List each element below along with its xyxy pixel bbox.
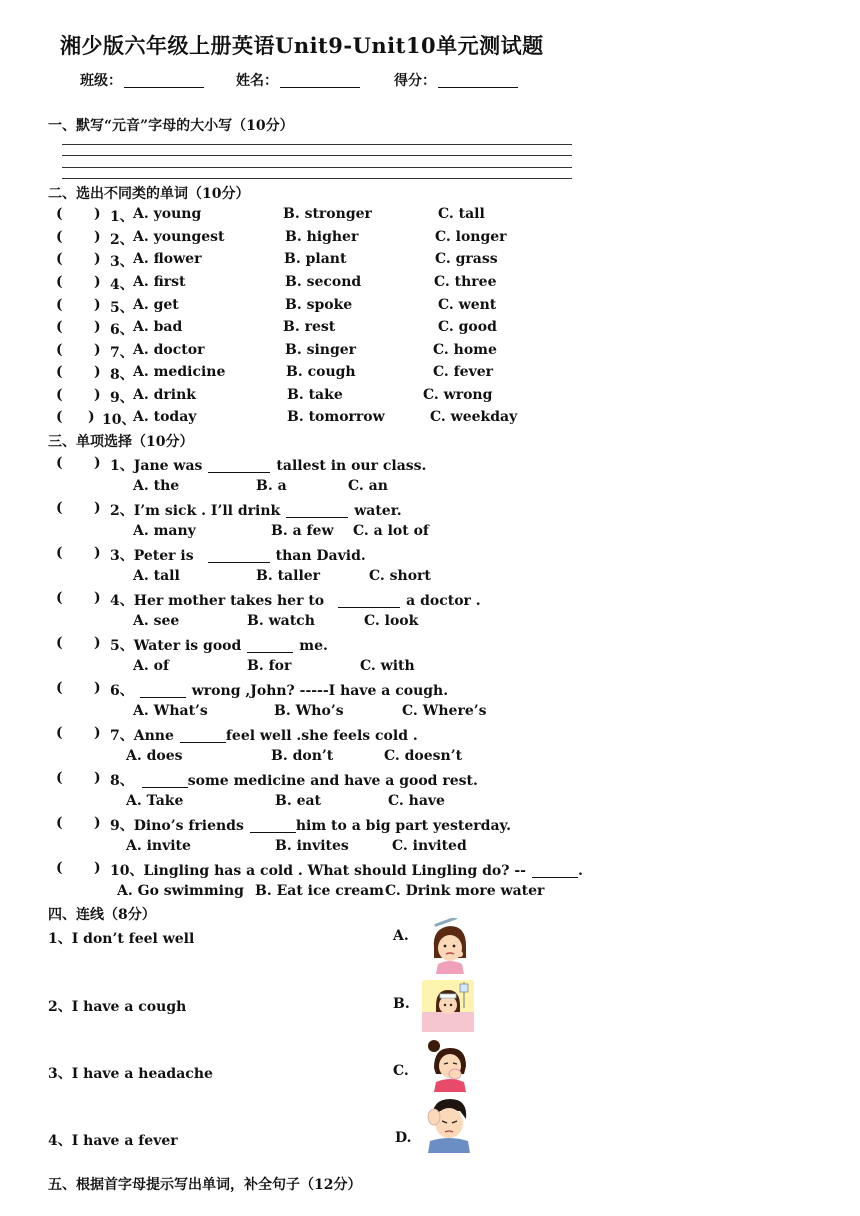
option-c[interactable]: C. tall [438, 206, 485, 222]
fill-blank[interactable] [338, 593, 400, 608]
item-number: 2、 [110, 232, 134, 248]
answer-paren-open: ( [56, 251, 63, 267]
answer-paren-open: ( [56, 297, 63, 313]
option-b[interactable]: B. take [287, 387, 343, 403]
classify-row [0, 297, 860, 317]
option-c[interactable]: C. have [388, 793, 445, 809]
option-b[interactable]: B. invites [275, 838, 349, 854]
answer-paren-close[interactable]: ) [94, 387, 101, 403]
score-label: 得分： [394, 73, 436, 89]
option-a[interactable]: A. What’s [133, 703, 208, 719]
answer-paren-open: ( [56, 229, 63, 245]
fill-blank[interactable] [142, 773, 188, 788]
fill-blank[interactable] [180, 728, 226, 743]
option-b[interactable]: B. a few [271, 523, 334, 539]
question-stem: 3、Peter is than David. [110, 548, 366, 564]
question-row [0, 545, 860, 565]
option-b[interactable]: B. Eat ice cream [255, 883, 384, 899]
answer-paren-open: ( [56, 342, 63, 358]
item-number: 8、 [110, 367, 134, 383]
fill-blank[interactable] [208, 458, 270, 473]
match-letter-b[interactable]: B. [393, 996, 410, 1012]
classify-row [0, 342, 860, 362]
answer-paren-close[interactable]: ) [94, 251, 101, 267]
answer-paren-close[interactable]: ) [94, 274, 101, 290]
option-b[interactable]: B. watch [247, 613, 315, 629]
option-a[interactable]: A. does [126, 748, 183, 764]
item-number: 7、 [110, 345, 134, 361]
name-label: 姓名： [236, 73, 278, 89]
option-a[interactable]: A. of [133, 658, 169, 674]
answer-paren-open: ( [56, 545, 63, 561]
question-stem: 9、Dino’s friends him to a big part yesterday. [110, 818, 511, 834]
option-a[interactable]: A. first [133, 274, 186, 290]
option-b[interactable]: B. higher [285, 229, 359, 245]
option-b[interactable]: B. don’t [271, 748, 334, 764]
answer-paren-open: ( [56, 590, 63, 606]
classify-row [0, 387, 860, 407]
name-blank[interactable] [280, 73, 360, 88]
option-a[interactable]: A. today [133, 409, 197, 425]
answer-paren-close[interactable]: ) [94, 229, 101, 245]
option-c[interactable]: C. fever [433, 364, 493, 380]
option-b[interactable]: B. stronger [283, 206, 372, 222]
option-a[interactable]: A. Take [126, 793, 184, 809]
option-c[interactable]: C. grass [435, 251, 498, 267]
section-1-heading: 一、默写“元音”字母的大小写（10分） [48, 118, 294, 134]
class-field [80, 70, 204, 90]
writing-line[interactable] [62, 155, 572, 156]
answer-paren-close[interactable]: ) [94, 815, 101, 831]
section-5-heading: 五、根据首字母提示写出单词，补全句子（12分） [48, 1177, 362, 1193]
option-c[interactable]: C. wrong [423, 387, 493, 403]
item-number: 4、 [110, 277, 134, 293]
name-field [236, 70, 360, 90]
question-stem: 5、Water is good me. [110, 638, 328, 654]
option-c[interactable]: C. three [434, 274, 497, 290]
option-a[interactable]: A. flower [133, 251, 202, 267]
answer-paren-open: ( [56, 206, 63, 222]
classify-row [0, 229, 860, 249]
option-c[interactable]: C. went [438, 297, 497, 313]
option-b[interactable]: B. taller [256, 568, 321, 584]
classify-row [0, 409, 860, 429]
answer-paren-close[interactable]: ) [94, 342, 101, 358]
option-b[interactable]: B. Who’s [274, 703, 344, 719]
option-c[interactable]: C. home [433, 342, 497, 358]
option-b[interactable]: B. a [256, 478, 287, 494]
answer-paren-close[interactable]: ) [94, 545, 101, 561]
item-number: 1、 [110, 209, 134, 225]
answer-paren-close[interactable]: ) [94, 725, 101, 741]
option-a[interactable]: A. tall [133, 568, 180, 584]
section-4-heading: 四、连线（8分） [48, 907, 156, 923]
boy-headache-illustration[interactable] [420, 1093, 476, 1153]
item-number: 9、 [110, 390, 134, 406]
fill-blank[interactable] [140, 683, 186, 698]
option-b[interactable]: B. spoke [285, 297, 353, 313]
answer-paren-close[interactable]: ) [94, 364, 101, 380]
answer-paren-close[interactable]: ) [94, 206, 101, 222]
option-a[interactable]: A. bad [133, 319, 183, 335]
option-b[interactable]: B. second [285, 274, 362, 290]
answer-paren-open: ( [56, 860, 63, 876]
question-row [0, 455, 860, 475]
answer-paren-open: ( [56, 635, 63, 651]
answer-paren-close[interactable]: ) [94, 319, 101, 335]
question-row [0, 815, 860, 835]
question-stem: 2、I’m sick . I’ll drink water. [110, 503, 402, 519]
answer-paren-close[interactable]: ) [94, 680, 101, 696]
page-title: 湘少版六年级上册英语Unit9-Unit10单元测试题 [60, 33, 544, 58]
option-c[interactable]: C. weekday [430, 409, 518, 425]
answer-paren-close[interactable]: ) [88, 409, 95, 425]
fill-blank[interactable] [250, 818, 296, 833]
answer-paren-close[interactable]: ) [94, 770, 101, 786]
answer-paren-open: ( [56, 770, 63, 786]
question-row [0, 590, 860, 610]
option-a[interactable]: A. young [133, 206, 202, 222]
option-b[interactable]: B. cough [286, 364, 356, 380]
question-stem: 8、 some medicine and have a good rest. [110, 773, 478, 789]
answer-paren-open: ( [56, 387, 63, 403]
answer-paren-open: ( [56, 680, 63, 696]
answer-paren-open: ( [56, 455, 63, 471]
sick-girl-in-bed-illustration[interactable] [420, 978, 476, 1034]
coughing-girl-illustration[interactable] [420, 1036, 476, 1092]
girl-toothache-illustration[interactable] [420, 918, 476, 974]
classify-row [0, 274, 860, 294]
question-row [0, 680, 860, 700]
option-a[interactable]: A. drink [133, 387, 196, 403]
match-letter-d[interactable]: D. [395, 1130, 412, 1146]
answer-paren-open: ( [56, 725, 63, 741]
option-a[interactable]: A. doctor [133, 342, 205, 358]
classify-row [0, 251, 860, 271]
match-sentence-1[interactable]: 1、I don’t feel well [48, 931, 195, 947]
answer-paren-close[interactable]: ) [94, 860, 101, 876]
option-c[interactable]: C. a lot of [353, 523, 429, 539]
item-number: 5、 [110, 300, 134, 316]
classify-row [0, 206, 860, 226]
answer-paren-open: ( [56, 319, 63, 335]
answer-paren-close[interactable]: ) [94, 500, 101, 516]
writing-line[interactable] [62, 144, 572, 145]
match-sentence-2[interactable]: 2、I have a cough [48, 999, 187, 1015]
option-c[interactable]: C. good [438, 319, 497, 335]
question-stem: 10、Lingling has a cold . What should Lingling do? -- . [110, 863, 583, 879]
question-stem: 4、Her mother takes her to a doctor . [110, 593, 481, 609]
fill-blank[interactable] [286, 503, 348, 518]
question-row [0, 500, 860, 520]
fill-blank[interactable] [532, 863, 578, 878]
answer-paren-open: ( [56, 274, 63, 290]
section-3-heading: 三、单项选择（10分） [48, 434, 194, 450]
option-b[interactable]: B. rest [283, 319, 336, 335]
answer-paren-open: ( [56, 364, 63, 380]
fill-blank[interactable] [208, 548, 270, 563]
option-c[interactable]: C. Drink more water [385, 883, 545, 899]
option-b[interactable]: B. eat [275, 793, 322, 809]
option-c[interactable]: C. doesn’t [384, 748, 463, 764]
option-c[interactable]: C. an [348, 478, 388, 494]
item-number: 3、 [110, 254, 134, 270]
class-label: 班级： [80, 73, 122, 89]
writing-line[interactable] [62, 167, 572, 168]
option-a[interactable]: A. many [133, 523, 196, 539]
match-sentence-3[interactable]: 3、I have a headache [48, 1066, 213, 1082]
option-c[interactable]: C. invited [392, 838, 467, 854]
option-c[interactable]: C. Where’s [402, 703, 487, 719]
answer-paren-close[interactable]: ) [94, 635, 101, 651]
writing-line[interactable] [62, 178, 572, 179]
option-a[interactable]: A. get [133, 297, 179, 313]
match-sentence-4[interactable]: 4、I have a fever [48, 1133, 178, 1149]
answer-paren-open: ( [56, 500, 63, 516]
question-row [0, 725, 860, 745]
answer-paren-close[interactable]: ) [94, 297, 101, 313]
question-stem: 6、 wrong ,John? -----I have a cough. [110, 683, 449, 699]
match-letter-c[interactable]: C. [393, 1063, 409, 1079]
item-number: 10、 [102, 412, 136, 428]
option-a[interactable]: A. youngest [133, 229, 225, 245]
option-c[interactable]: C. longer [435, 229, 507, 245]
question-stem: 1、Jane was tallest in our class. [110, 458, 427, 474]
answer-paren-close[interactable]: ) [94, 590, 101, 606]
item-number: 6、 [110, 322, 134, 338]
option-a[interactable]: A. medicine [133, 364, 226, 380]
match-letter-a[interactable]: A. [393, 928, 409, 944]
question-row [0, 860, 860, 880]
score-field [394, 70, 518, 90]
option-a[interactable]: A. see [133, 613, 180, 629]
answer-paren-open: ( [56, 409, 63, 425]
option-a[interactable]: A. Go swimming [117, 883, 244, 899]
option-c[interactable]: C. with [360, 658, 415, 674]
option-a[interactable]: A. invite [126, 838, 191, 854]
option-b[interactable]: B. tomorrow [287, 409, 385, 425]
question-row [0, 635, 860, 655]
option-c[interactable]: C. short [369, 568, 431, 584]
section-2-heading: 二、选出不同类的单词（10分） [48, 186, 250, 202]
option-b[interactable]: B. plant [284, 251, 347, 267]
option-b[interactable]: B. for [247, 658, 292, 674]
option-c[interactable]: C. look [364, 613, 419, 629]
classify-row [0, 319, 860, 339]
class-blank[interactable] [124, 73, 204, 88]
fill-blank[interactable] [247, 638, 293, 653]
answer-paren-close[interactable]: ) [94, 455, 101, 471]
question-stem: 7、Anne feel well .she feels cold . [110, 728, 418, 744]
score-blank[interactable] [438, 73, 518, 88]
answer-paren-open: ( [56, 815, 63, 831]
classify-row [0, 364, 860, 384]
question-row [0, 770, 860, 790]
option-a[interactable]: A. the [133, 478, 180, 494]
option-b[interactable]: B. singer [285, 342, 357, 358]
